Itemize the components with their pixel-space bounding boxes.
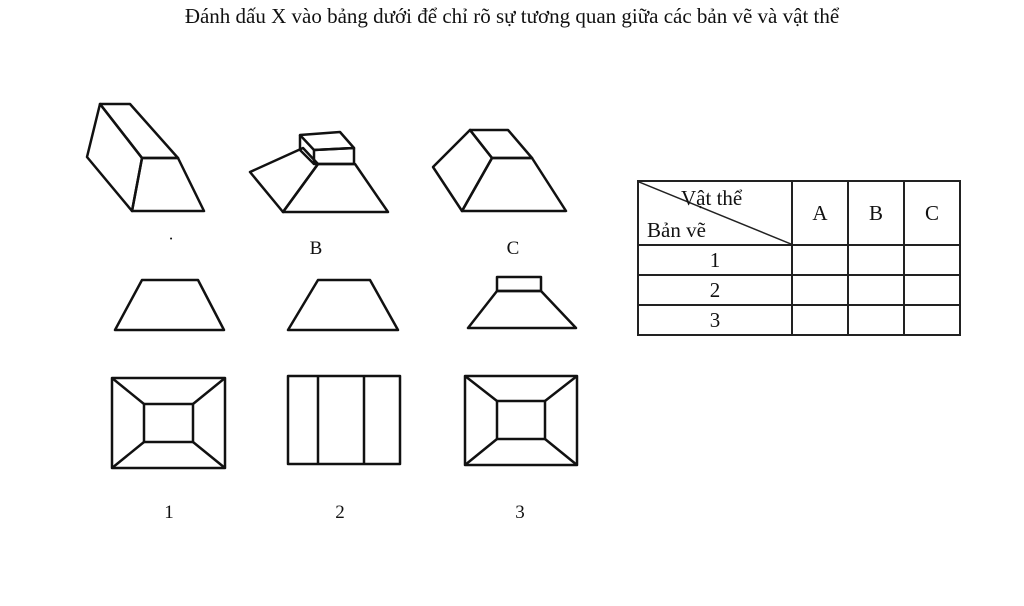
table-row (638, 275, 960, 305)
object-label-a: ˙ (167, 234, 175, 255)
row-header-2: 2 (638, 275, 792, 305)
front-view-2 (288, 280, 398, 330)
object-c-drawing (433, 130, 566, 211)
column-header-c: C (904, 181, 960, 245)
answer-cell-2-a[interactable] (792, 275, 848, 305)
object-label-c: C (506, 238, 520, 259)
table-row (638, 305, 960, 335)
drawing-label-3: 3 (515, 502, 525, 523)
problem-statement: Đánh dấu X vào bảng dưới để chỉ rõ sự tương quan giữa các bản vẽ và vật thể (184, 4, 840, 28)
row-header-1: 1 (638, 245, 792, 275)
front-view-1 (115, 280, 224, 330)
answer-cell-1-c[interactable] (904, 245, 960, 275)
object-a-drawing (87, 104, 204, 211)
answer-cell-3-c[interactable] (904, 305, 960, 335)
answer-cell-1-a[interactable] (792, 245, 848, 275)
answer-cell-1-b[interactable] (848, 245, 904, 275)
front-view-3 (468, 277, 576, 328)
object-label-b: B (309, 238, 323, 259)
column-header-b: B (848, 181, 904, 245)
header-drawings-label: Bản vẽ (647, 218, 706, 242)
column-header-a: A (792, 181, 848, 245)
answer-cell-2-c[interactable] (904, 275, 960, 305)
top-view-3 (465, 376, 577, 465)
drawing-label-2: 2 (335, 502, 345, 523)
top-view-1 (112, 378, 225, 468)
correspondence-table (637, 180, 961, 336)
corner-header-cell (638, 181, 792, 245)
object-b-drawing (250, 132, 388, 212)
answer-cell-2-b[interactable] (848, 275, 904, 305)
header-objects-label: Vật thể (681, 186, 743, 210)
table-row (638, 245, 960, 275)
row-header-3: 3 (638, 305, 792, 335)
answer-cell-3-a[interactable] (792, 305, 848, 335)
top-view-2 (288, 376, 400, 464)
drawing-label-1: 1 (164, 502, 174, 523)
answer-cell-3-b[interactable] (848, 305, 904, 335)
